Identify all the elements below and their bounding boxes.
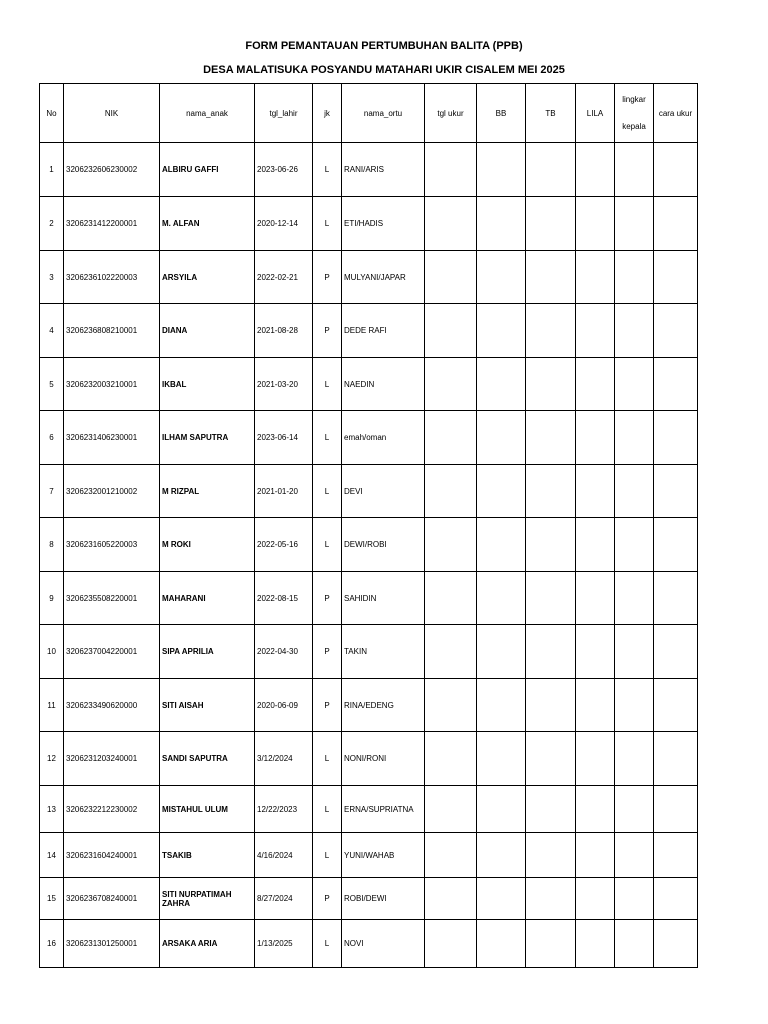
cell-tgl-lahir: 4/16/2024 — [255, 833, 313, 878]
cell-nama-anak: ARSAKA ARIA — [160, 920, 255, 968]
table-row — [40, 878, 698, 920]
cell-bb[interactable] — [477, 920, 526, 968]
cell-bb[interactable] — [477, 786, 526, 833]
cell-tgl-lahir: 2020-12-14 — [255, 197, 313, 251]
table-row — [40, 358, 698, 411]
cell-nik: 3206231203240001 — [64, 732, 160, 786]
table-row — [40, 679, 698, 732]
cell-bb[interactable] — [477, 833, 526, 878]
cell-nik: 3206236102220003 — [64, 251, 160, 304]
cell-lila[interactable] — [576, 304, 615, 358]
header-no: No — [40, 84, 64, 143]
cell-jk: L — [313, 358, 342, 411]
cell-lingkar-kepala[interactable] — [615, 625, 654, 679]
header-bb: BB — [477, 84, 526, 143]
cell-bb[interactable] — [477, 197, 526, 251]
cell-cara-ukur[interactable] — [654, 920, 698, 968]
cell-tb[interactable] — [526, 411, 576, 465]
cell-cara-ukur[interactable] — [654, 679, 698, 732]
cell-nama-ortu: NONI/RONI — [342, 732, 425, 786]
cell-tgl-ukur[interactable] — [425, 304, 477, 358]
table-row — [40, 411, 698, 465]
cell-nik: 3206231406230001 — [64, 411, 160, 465]
cell-jk: L — [313, 833, 342, 878]
cell-tgl-ukur[interactable] — [425, 465, 477, 518]
cell-tgl-lahir: 2022-02-21 — [255, 251, 313, 304]
cell-lila[interactable] — [576, 197, 615, 251]
cell-bb[interactable] — [477, 251, 526, 304]
cell-cara-ukur[interactable] — [654, 878, 698, 920]
header-nama-anak: nama_anak — [160, 84, 255, 143]
table-row — [40, 732, 698, 786]
cell-tgl-ukur[interactable] — [425, 251, 477, 304]
cell-lingkar-kepala[interactable] — [615, 197, 654, 251]
cell-nama-ortu: ROBI/DEWI — [342, 878, 425, 920]
cell-tb[interactable] — [526, 251, 576, 304]
cell-nama-anak: SITI NURPATIMAH ZAHRA — [160, 878, 255, 920]
cell-bb[interactable] — [477, 572, 526, 625]
cell-nama-anak: M RIZPAL — [160, 465, 255, 518]
cell-lila[interactable] — [576, 465, 615, 518]
cell-tb[interactable] — [526, 786, 576, 833]
table-row — [40, 920, 698, 968]
cell-tb[interactable] — [526, 143, 576, 197]
table-row — [40, 572, 698, 625]
cell-tb[interactable] — [526, 304, 576, 358]
header-tgl-lahir: tgl_lahir — [255, 84, 313, 143]
cell-tb[interactable] — [526, 572, 576, 625]
cell-cara-ukur[interactable] — [654, 786, 698, 833]
cell-bb[interactable] — [477, 732, 526, 786]
cell-cara-ukur[interactable] — [654, 197, 698, 251]
cell-tgl-lahir: 2022-04-30 — [255, 625, 313, 679]
cell-tgl-ukur[interactable] — [425, 679, 477, 732]
header-cara-ukur: cara ukur — [654, 84, 698, 143]
cell-lingkar-kepala[interactable] — [615, 833, 654, 878]
cell-lila[interactable] — [576, 143, 615, 197]
cell-nama-anak: ALBIRU GAFFI — [160, 143, 255, 197]
cell-no: 1 — [40, 143, 64, 197]
table-row — [40, 251, 698, 304]
cell-lingkar-kepala[interactable] — [615, 679, 654, 732]
cell-tgl-ukur[interactable] — [425, 920, 477, 968]
cell-jk: L — [313, 920, 342, 968]
cell-tgl-ukur[interactable] — [425, 411, 477, 465]
table-row — [40, 465, 698, 518]
cell-nama-anak: ILHAM SAPUTRA — [160, 411, 255, 465]
cell-nama-ortu: SAHIDIN — [342, 572, 425, 625]
header-nama-ortu: nama_ortu — [342, 84, 425, 143]
cell-nik: 3206232003210001 — [64, 358, 160, 411]
cell-nik: 3206236808210001 — [64, 304, 160, 358]
cell-nik: 3206232212230002 — [64, 786, 160, 833]
cell-lila[interactable] — [576, 786, 615, 833]
cell-no: 9 — [40, 572, 64, 625]
cell-bb[interactable] — [477, 625, 526, 679]
header-lila: LILA — [576, 84, 615, 143]
table-row — [40, 833, 698, 878]
cell-cara-ukur[interactable] — [654, 143, 698, 197]
cell-nama-anak: TSAKIB — [160, 833, 255, 878]
cell-bb[interactable] — [477, 465, 526, 518]
cell-jk: P — [313, 625, 342, 679]
cell-no: 14 — [40, 833, 64, 878]
cell-bb[interactable] — [477, 304, 526, 358]
header-lingkar-label: lingkar — [622, 95, 646, 104]
cell-nik: 3206231604240001 — [64, 833, 160, 878]
cell-lingkar-kepala[interactable] — [615, 304, 654, 358]
table-body — [40, 143, 698, 968]
cell-cara-ukur[interactable] — [654, 625, 698, 679]
cell-cara-ukur[interactable] — [654, 833, 698, 878]
cell-no: 5 — [40, 358, 64, 411]
cell-lingkar-kepala[interactable] — [615, 251, 654, 304]
cell-lila[interactable] — [576, 679, 615, 732]
cell-lila[interactable] — [576, 518, 615, 572]
cell-no: 3 — [40, 251, 64, 304]
cell-jk: P — [313, 251, 342, 304]
cell-nik: 3206232001210002 — [64, 465, 160, 518]
cell-cara-ukur[interactable] — [654, 358, 698, 411]
cell-tgl-ukur[interactable] — [425, 732, 477, 786]
table-header-row — [40, 84, 698, 143]
cell-nik: 3206231301250001 — [64, 920, 160, 968]
table-row — [40, 518, 698, 572]
cell-lingkar-kepala[interactable] — [615, 143, 654, 197]
cell-lila[interactable] — [576, 358, 615, 411]
cell-tgl-lahir: 2021-01-20 — [255, 465, 313, 518]
cell-no: 15 — [40, 878, 64, 920]
cell-nama-anak: M. ALFAN — [160, 197, 255, 251]
cell-nik: 3206236708240001 — [64, 878, 160, 920]
cell-nama-ortu: DEWI/ROBI — [342, 518, 425, 572]
table-row — [40, 143, 698, 197]
cell-jk: L — [313, 518, 342, 572]
cell-jk: L — [313, 465, 342, 518]
cell-lingkar-kepala[interactable] — [615, 411, 654, 465]
cell-bb[interactable] — [477, 878, 526, 920]
cell-lila[interactable] — [576, 625, 615, 679]
cell-cara-ukur[interactable] — [654, 411, 698, 465]
cell-tgl-ukur[interactable] — [425, 833, 477, 878]
cell-tgl-lahir: 2022-05-16 — [255, 518, 313, 572]
header-nik: NIK — [64, 84, 160, 143]
cell-nik: 3206231605220003 — [64, 518, 160, 572]
cell-lila[interactable] — [576, 833, 615, 878]
cell-tgl-ukur[interactable] — [425, 358, 477, 411]
cell-lila[interactable] — [576, 251, 615, 304]
cell-cara-ukur[interactable] — [654, 518, 698, 572]
cell-tb[interactable] — [526, 625, 576, 679]
cell-lingkar-kepala[interactable] — [615, 786, 654, 833]
balita-table — [39, 83, 698, 968]
cell-tgl-ukur[interactable] — [425, 878, 477, 920]
cell-tgl-ukur[interactable] — [425, 197, 477, 251]
cell-nama-anak: MISTAHUL ULUM — [160, 786, 255, 833]
cell-no: 8 — [40, 518, 64, 572]
cell-tb[interactable] — [526, 197, 576, 251]
cell-tgl-lahir: 2021-03-20 — [255, 358, 313, 411]
cell-bb[interactable] — [477, 518, 526, 572]
cell-tgl-lahir: 12/22/2023 — [255, 786, 313, 833]
cell-tb[interactable] — [526, 878, 576, 920]
cell-lingkar-kepala[interactable] — [615, 572, 654, 625]
table-row — [40, 786, 698, 833]
cell-tb[interactable] — [526, 358, 576, 411]
cell-lingkar-kepala[interactable] — [615, 878, 654, 920]
cell-nama-ortu: ERNA/SUPRIATNA — [342, 786, 425, 833]
cell-nama-anak: DIANA — [160, 304, 255, 358]
cell-no: 13 — [40, 786, 64, 833]
cell-nama-ortu: RANI/ARIS — [342, 143, 425, 197]
cell-nama-ortu: MULYANI/JAPAR — [342, 251, 425, 304]
table-row — [40, 304, 698, 358]
cell-nama-ortu: DEDE RAFI — [342, 304, 425, 358]
cell-no: 11 — [40, 679, 64, 732]
cell-tb[interactable] — [526, 920, 576, 968]
cell-nama-ortu: YUNI/WAHAB — [342, 833, 425, 878]
cell-tgl-lahir: 1/13/2025 — [255, 920, 313, 968]
cell-jk: L — [313, 411, 342, 465]
cell-nama-ortu: NOVI — [342, 920, 425, 968]
cell-tgl-lahir: 2023-06-14 — [255, 411, 313, 465]
cell-jk: P — [313, 679, 342, 732]
cell-no: 16 — [40, 920, 64, 968]
cell-nik: 3206231412200001 — [64, 197, 160, 251]
cell-tgl-ukur[interactable] — [425, 786, 477, 833]
cell-nama-ortu: DEVI — [342, 465, 425, 518]
cell-tb[interactable] — [526, 518, 576, 572]
cell-no: 4 — [40, 304, 64, 358]
cell-nik: 3206235508220001 — [64, 572, 160, 625]
cell-lingkar-kepala[interactable] — [615, 358, 654, 411]
cell-lila[interactable] — [576, 572, 615, 625]
cell-nik: 3206232606230002 — [64, 143, 160, 197]
cell-tgl-ukur[interactable] — [425, 572, 477, 625]
table-row — [40, 625, 698, 679]
cell-nama-anak: SIPA APRILIA — [160, 625, 255, 679]
cell-lila[interactable] — [576, 411, 615, 465]
cell-lila[interactable] — [576, 878, 615, 920]
cell-tb[interactable] — [526, 833, 576, 878]
cell-lingkar-kepala[interactable] — [615, 732, 654, 786]
cell-nama-ortu: RINA/EDENG — [342, 679, 425, 732]
header-tb: TB — [526, 84, 576, 143]
cell-no: 2 — [40, 197, 64, 251]
cell-cara-ukur[interactable] — [654, 732, 698, 786]
header-tgl-ukur: tgl ukur — [425, 84, 477, 143]
header-lingkar-kepala — [615, 84, 654, 143]
cell-tgl-ukur[interactable] — [425, 143, 477, 197]
cell-jk: P — [313, 878, 342, 920]
cell-lila[interactable] — [576, 732, 615, 786]
cell-cara-ukur[interactable] — [654, 304, 698, 358]
cell-jk: P — [313, 572, 342, 625]
cell-nama-ortu: ETI/HADIS — [342, 197, 425, 251]
cell-no: 12 — [40, 732, 64, 786]
cell-jk: L — [313, 786, 342, 833]
form-title: FORM PEMANTAUAN PERTUMBUHAN BALITA (PPB) — [245, 40, 523, 52]
cell-jk: L — [313, 197, 342, 251]
cell-tgl-lahir: 2021-08-28 — [255, 304, 313, 358]
cell-nama-anak: SITI AISAH — [160, 679, 255, 732]
cell-tb[interactable] — [526, 679, 576, 732]
cell-cara-ukur[interactable] — [654, 465, 698, 518]
cell-tb[interactable] — [526, 465, 576, 518]
cell-nik: 3206233490620000 — [64, 679, 160, 732]
cell-nik: 3206237004220001 — [64, 625, 160, 679]
cell-lingkar-kepala[interactable] — [615, 920, 654, 968]
cell-no: 6 — [40, 411, 64, 465]
cell-tgl-lahir: 2023-06-26 — [255, 143, 313, 197]
cell-tgl-ukur[interactable] — [425, 518, 477, 572]
cell-jk: P — [313, 304, 342, 358]
cell-no: 10 — [40, 625, 64, 679]
cell-nama-ortu: TAKIN — [342, 625, 425, 679]
cell-tgl-lahir: 2020-06-09 — [255, 679, 313, 732]
cell-cara-ukur[interactable] — [654, 251, 698, 304]
header-kepala-label: kepala — [622, 122, 646, 131]
cell-jk: L — [313, 732, 342, 786]
table-row — [40, 197, 698, 251]
cell-nama-ortu: emah/oman — [342, 411, 425, 465]
cell-lingkar-kepala[interactable] — [615, 465, 654, 518]
cell-tgl-lahir: 2022-08-15 — [255, 572, 313, 625]
cell-nama-anak: ARSYILA — [160, 251, 255, 304]
cell-tgl-lahir: 3/12/2024 — [255, 732, 313, 786]
cell-nama-anak: M ROKI — [160, 518, 255, 572]
cell-bb[interactable] — [477, 358, 526, 411]
cell-tgl-lahir: 8/27/2024 — [255, 878, 313, 920]
cell-lila[interactable] — [576, 920, 615, 968]
cell-nama-anak: MAHARANI — [160, 572, 255, 625]
cell-jk: L — [313, 143, 342, 197]
cell-nama-anak: IKBAL — [160, 358, 255, 411]
cell-lingkar-kepala[interactable] — [615, 518, 654, 572]
form-subtitle: DESA MALATISUKA POSYANDU MATAHARI UKIR CISALEM MEI 2025 — [203, 64, 565, 76]
cell-nama-anak: SANDI SAPUTRA — [160, 732, 255, 786]
cell-bb[interactable] — [477, 143, 526, 197]
cell-tb[interactable] — [526, 732, 576, 786]
cell-bb[interactable] — [477, 679, 526, 732]
cell-cara-ukur[interactable] — [654, 572, 698, 625]
cell-nama-ortu: NAEDIN — [342, 358, 425, 411]
cell-no: 7 — [40, 465, 64, 518]
cell-tgl-ukur[interactable] — [425, 625, 477, 679]
cell-bb[interactable] — [477, 411, 526, 465]
header-jk: jk — [313, 84, 342, 143]
